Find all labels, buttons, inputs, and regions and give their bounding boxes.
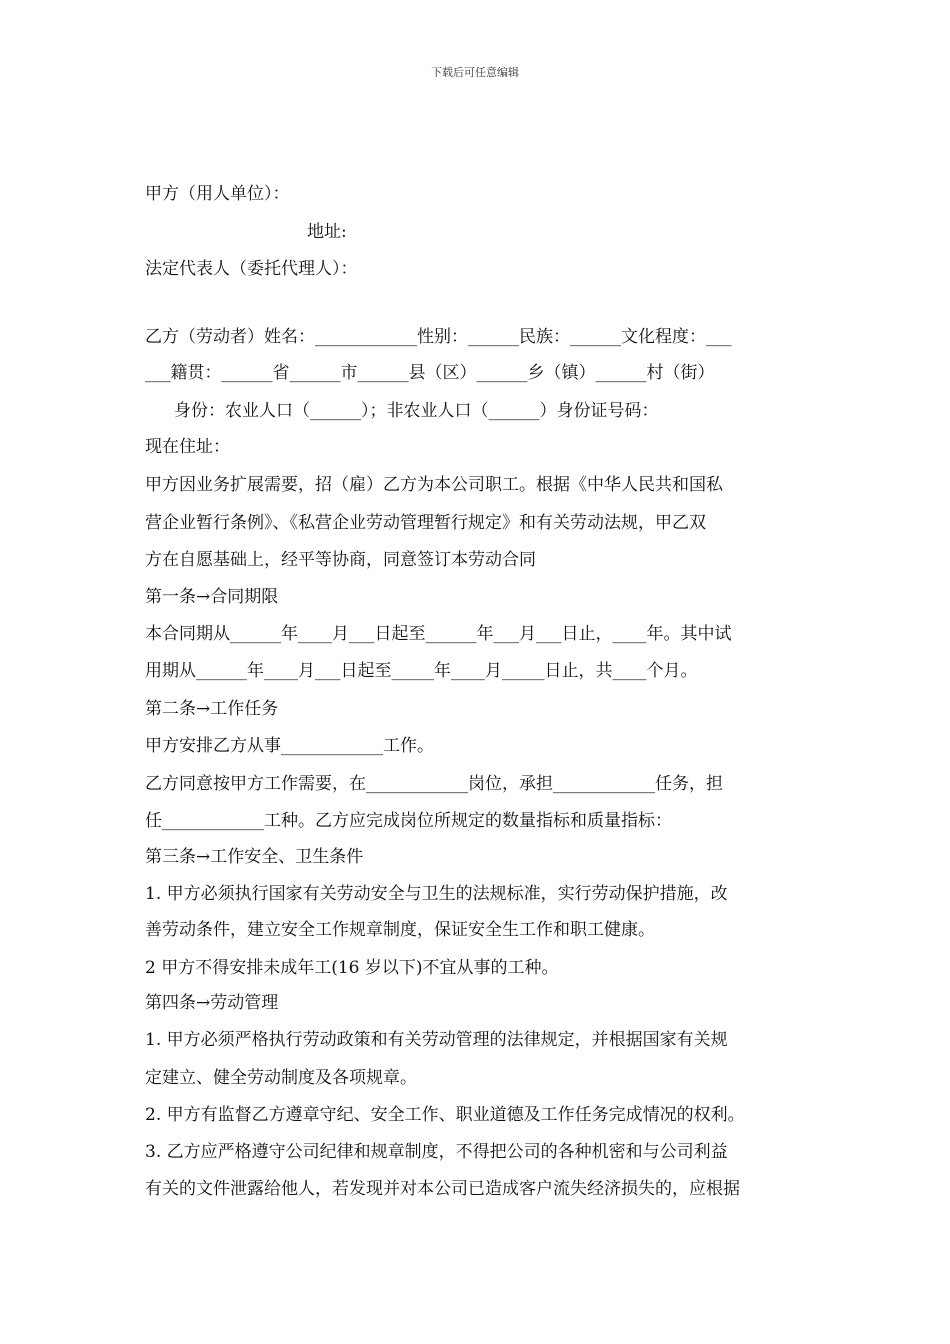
article-2-heading: 第二条→工作任务 [145,699,279,719]
article-4-item-1-line-1: 1. 甲方必须严格执行劳动政策和有关劳动管理的法律规定，并根据国家有关规 [145,1030,728,1050]
article-4-item-1-line-2: 定建立、健全劳动制度及各项规章。 [145,1068,417,1088]
article-4-item-2: 2. 甲方有监督乙方遵章守纪、安全工作、职业道德及工作任务完成情况的权利。 [145,1105,745,1125]
article-2-line-3: 任____________工种。乙方应完成岗位所规定的数量指标和质量指标： [145,811,672,831]
legal-rep-line: 法定代表人（委托代理人）： [145,259,358,279]
preamble-line-2: 营企业暂行条例》、《私营企业劳动管理暂行规定》和有关劳动法规，甲乙双 [145,513,706,533]
native-place-line: ___籍贯：______省______市______县（区）______乡（镇）______村（街） [145,363,715,383]
article-3-item-1-line-2: 善劳动条件，建立安全工作规章制度，保证安全生工作和职工健康。 [145,920,655,940]
page-header-note: 下载后可任意编辑 [431,66,519,79]
article-3-item-2: 2 甲方不得安排未成年工(16 岁以下)不宜从事的工种。 [145,958,559,978]
address-line: 地址: [307,222,347,242]
article-4-heading: 第四条→劳动管理 [145,993,279,1013]
preamble-line-3: 方在自愿基础上，经平等协商，同意签订本劳动合同 [145,550,536,570]
article-1-line-2: 用期从______年____月___日起至_____年____月_____日止，共____个月。 [145,661,698,681]
party-b-name-line: 乙方（劳动者）姓名：____________性别：______民族：______文化程度：___ [145,327,732,347]
preamble-line-1: 甲方因业务扩展需要，招（雇）乙方为本公司职工。根据《中华人民共和国私 [145,475,723,495]
article-3-heading: 第三条→工作安全、卫生条件 [145,847,364,867]
identity-line: 身份：农业人口（______）；非农业人口（______）身份证号码： [174,401,659,421]
article-4-item-3-line-1: 3. 乙方应严格遵守公司纪律和规章制度，不得把公司的各种机密和与公司利益 [145,1142,728,1162]
party-a-line: 甲方（用人单位）： [145,184,290,204]
article-2-line-1: 甲方安排乙方从事____________工作。 [145,736,434,756]
article-1-heading: 第一条→合同期限 [145,587,279,607]
article-1-line-1: 本合同期从______年____月___日起至______年___月___日止，____年。其中试 [145,624,732,644]
current-address-line: 现在住址： [145,437,230,457]
article-4-item-3-line-2: 有关的文件泄露给他人，若发现并对本公司已造成客户流失经济损失的，应根据 [145,1179,740,1199]
article-3-item-1-line-1: 1. 甲方必须执行国家有关劳动安全与卫生的法规标准，实行劳动保护措施，改 [145,884,728,904]
article-2-line-2: 乙方同意按甲方工作需要，在____________岗位，承担____________任务，担 [145,774,723,794]
